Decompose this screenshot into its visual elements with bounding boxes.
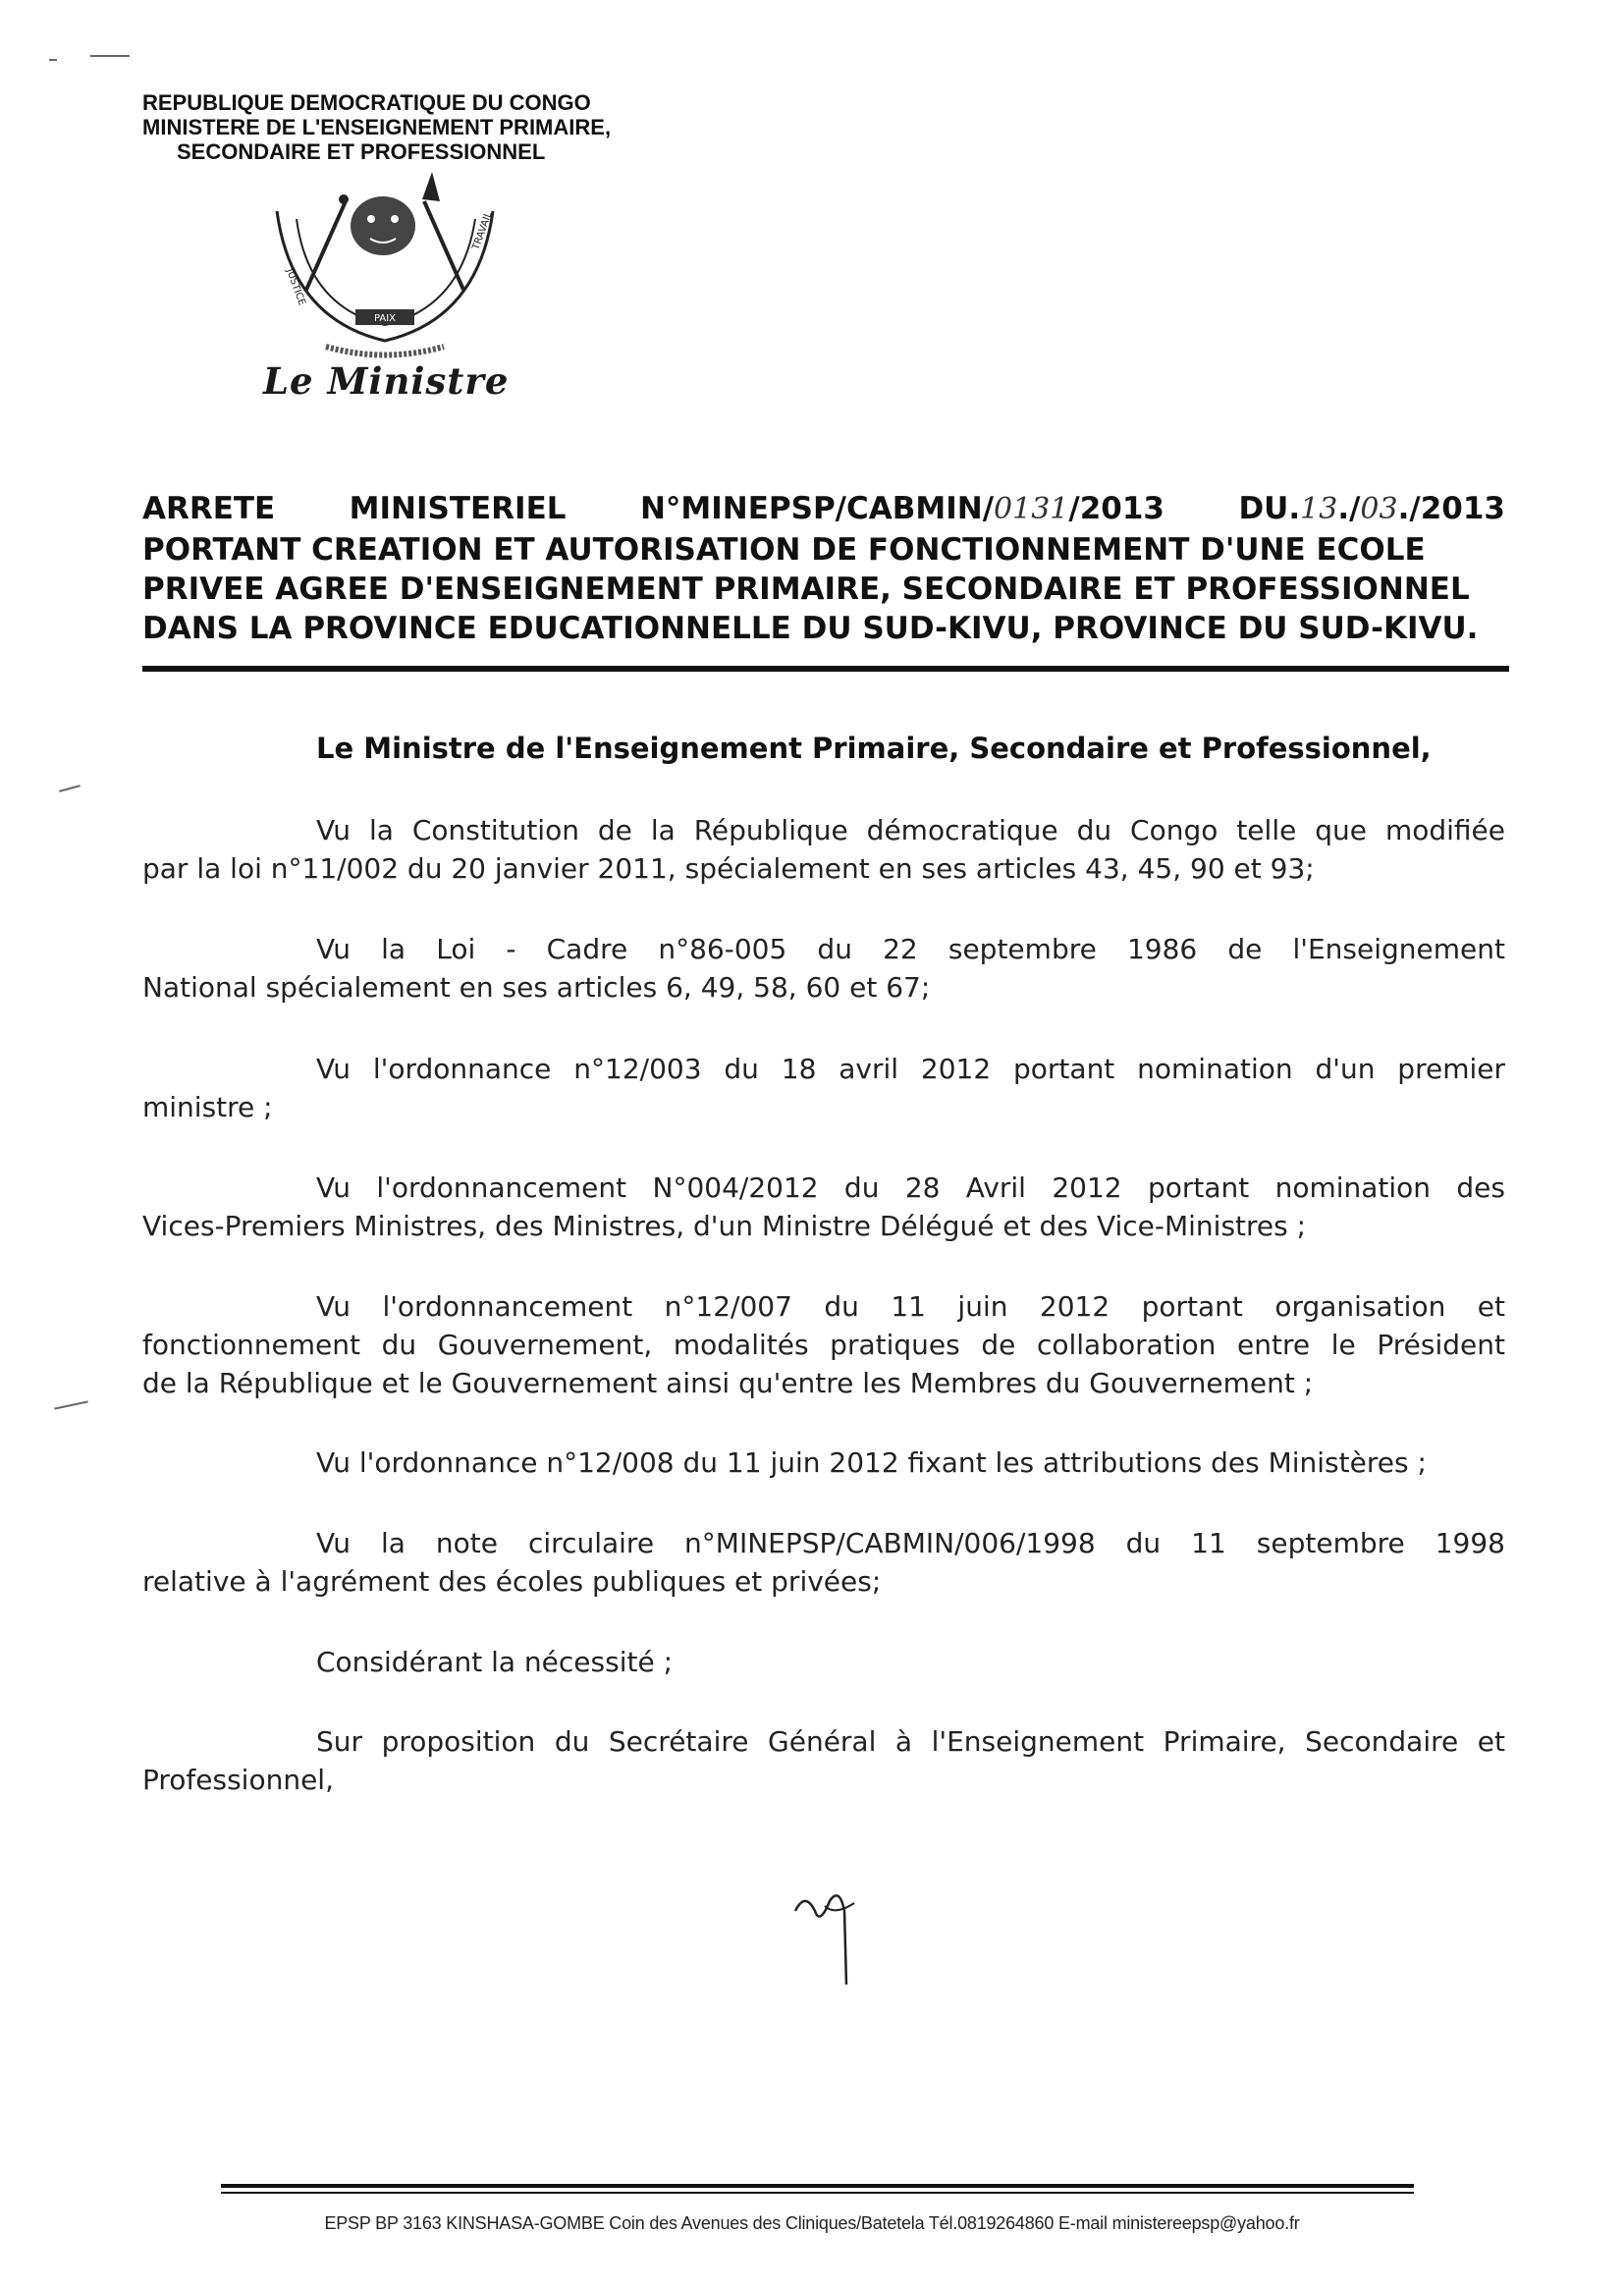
handwritten-initials bbox=[785, 1881, 874, 1989]
decree-title-line2: PORTANT CREATION ET AUTORISATION DE FONCTIONNEMENT D'UNE ECOLE bbox=[142, 532, 1426, 568]
paragraph-note-circulaire: Vu la note circulaire n°MINEPSP/CABMIN/006/1998 du 11 septembre 1998 relative à l'agrément des écoles publiques et privées; bbox=[142, 1527, 1505, 1598]
paragraph-attributions: Vu l'ordonnance n°12/008 du 11 juin 2012 fixant les attributions des Ministères ; bbox=[316, 1446, 1427, 1479]
title-arrete: ARRETE bbox=[142, 491, 276, 526]
paragraph-constitution: Vu la Constitution de la République démocratique du Congo telle que modifiée par la loi n°11/002 du 20 janvier 2011, spécialement en ses articles 43, 45, 90 et 93; bbox=[142, 814, 1505, 885]
handwritten-day: 13 bbox=[1300, 492, 1338, 526]
paragraph-ordonnance-premier-ministre: Vu l'ordonnance n°12/003 du 18 avril 2012 portant nomination d'un premier ministre ; bbox=[142, 1053, 1505, 1123]
title-ministeriel: MINISTERIEL bbox=[349, 491, 567, 526]
scan-mark bbox=[49, 59, 57, 61]
footer-rule-thin bbox=[221, 2192, 1414, 2194]
header-ministry-cont: SECONDAIRE ET PROFESSIONNEL bbox=[177, 139, 546, 164]
decree-title-line3: PRIVEE AGREE D'ENSEIGNEMENT PRIMAIRE, SECONDAIRE ET PROFESSIONNEL bbox=[142, 572, 1470, 607]
footer-contact: EPSP BP 3163 KINSHASA-GOMBE Coin des Avenues des Cliniques/Batetela Tél.0819264860 E-mail ministereepsp@yahoo.fr bbox=[324, 2213, 1300, 2233]
decree-title-line4: DANS LA PROVINCE EDUCATIONNELLE DU SUD-KIVU, PROVINCE DU SUD-KIVU. bbox=[142, 611, 1479, 646]
seal-motto-bottom: PAIX bbox=[373, 313, 397, 324]
handwritten-month: 03 bbox=[1360, 492, 1398, 526]
header-ministry: MINISTERE DE L'ENSEIGNEMENT PRIMAIRE, bbox=[142, 115, 612, 139]
title-underline bbox=[142, 666, 1509, 672]
paragraph-loi-cadre: Vu la Loi - Cadre n°86-005 du 22 septembre 1986 de l'Enseignement National spécialement en ses articles 6, 49, 58, 60 et 67; bbox=[142, 933, 1505, 1004]
scan-mark bbox=[90, 55, 130, 57]
scan-mark bbox=[54, 1400, 88, 1409]
coat-of-arms-seal bbox=[257, 172, 517, 363]
header-country: REPUBLIQUE DEMOCRATIQUE DU CONGO bbox=[142, 90, 591, 115]
scan-mark bbox=[59, 785, 81, 792]
seal-motto-left: JUSTICE bbox=[284, 267, 307, 307]
footer-rule-thick bbox=[221, 2184, 1414, 2188]
paragraph-organisation-gouvernement: Vu l'ordonnancement n°12/007 du 11 juin 2012 portant organisation et fonctionnement du Gouvernement, modalités pratiques de collaboration entre le Président de la République et le Gouvernement ainsi qu'entre les Membres du Gouvernement ; bbox=[142, 1290, 1505, 1399]
signatory-title: Le Ministre bbox=[263, 359, 510, 403]
paragraph-ordonnancement-ministres: Vu l'ordonnancement N°004/2012 du 28 Avril 2012 portant nomination des Vices-Premiers Ministres, des Ministres, d'un Ministre Délégué et des Vice-Ministres ; bbox=[142, 1171, 1505, 1242]
paragraph-proposition: Sur proposition du Secrétaire Général à l'Enseignement Primaire, Secondaire et Professionnel, bbox=[142, 1725, 1505, 1796]
title-date: DU.13./03./2013 bbox=[1238, 491, 1505, 526]
decree-title-line1 bbox=[142, 491, 1505, 526]
paragraph-considerant: Considérant la nécessité ; bbox=[316, 1646, 674, 1678]
decree-heading: Le Ministre de l'Enseignement Primaire, Secondaire et Professionnel, bbox=[316, 732, 1432, 765]
title-reference: N°MINEPSP/CABMIN/0131/2013 bbox=[639, 491, 1164, 526]
handwritten-decree-number: 0131 bbox=[994, 492, 1069, 526]
seal-motto-right: TRAVAIL bbox=[470, 210, 495, 252]
